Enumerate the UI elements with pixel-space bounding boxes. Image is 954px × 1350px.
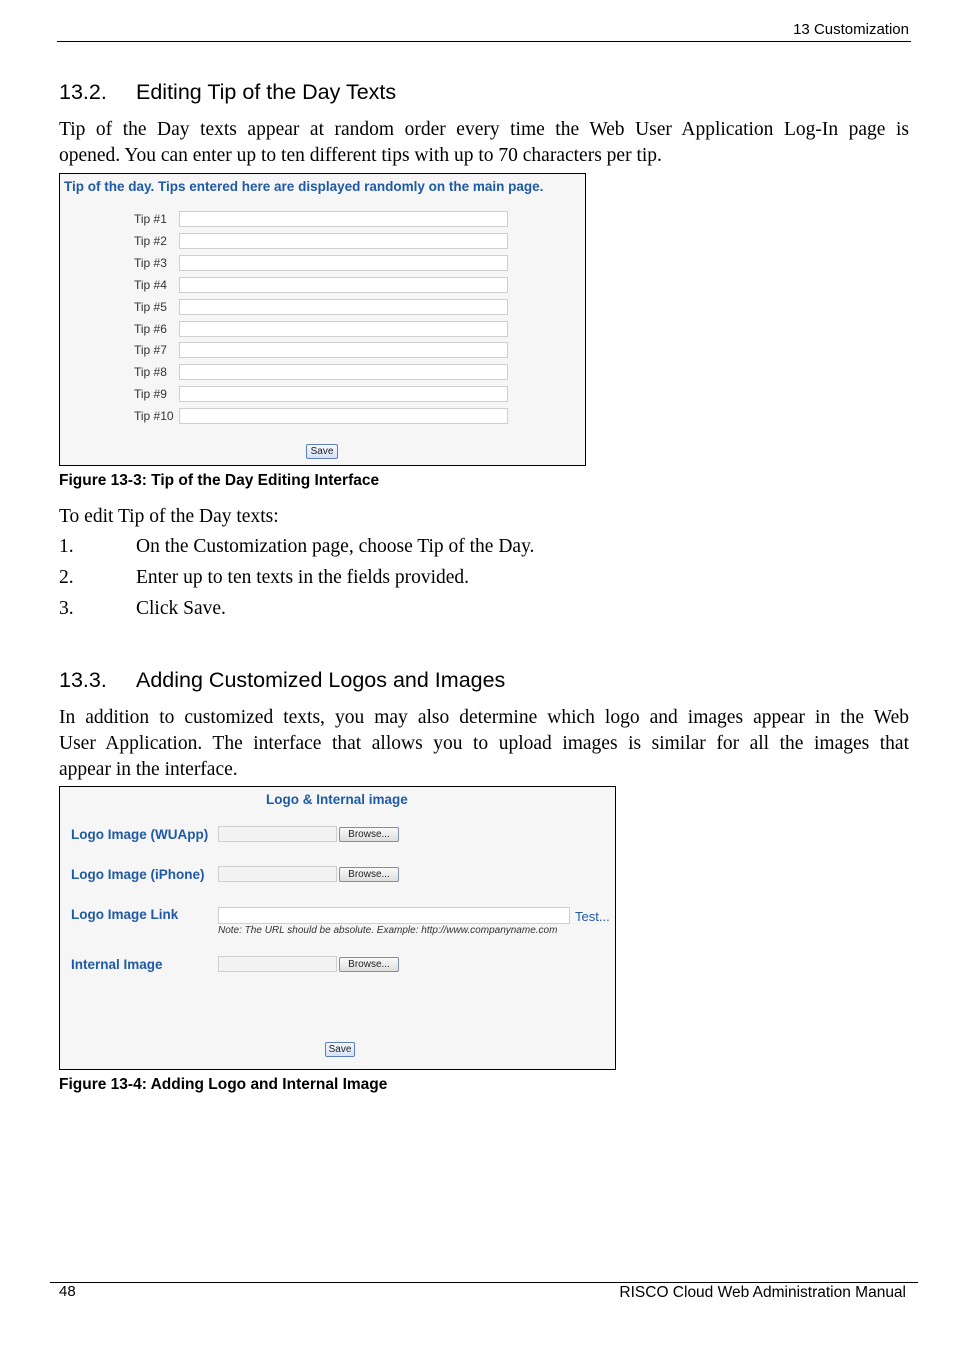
tip-label: Tip #3 xyxy=(134,256,167,270)
tip-label: Tip #8 xyxy=(134,365,167,379)
footer-rule xyxy=(50,1282,918,1283)
tip-of-the-day-figure xyxy=(59,173,586,466)
tip-input-5[interactable] xyxy=(179,299,508,315)
tip-input-10[interactable] xyxy=(179,408,508,424)
section-number: 13.2. xyxy=(59,80,107,104)
instructions-intro: To edit Tip of the Day texts: xyxy=(59,506,279,527)
logo-iphone-label: Logo Image (iPhone) xyxy=(71,867,205,882)
para-line: Tip of the Day texts appear at random order every time the Web User Application Log-In page is xyxy=(59,119,909,140)
step-text: Click Save. xyxy=(136,598,226,619)
tip-input-9[interactable] xyxy=(179,386,508,402)
tip-input-3[interactable] xyxy=(179,255,508,271)
tip-input-8[interactable] xyxy=(179,364,508,380)
tip-label: Tip #5 xyxy=(134,300,167,314)
tip-input-4[interactable] xyxy=(179,277,508,293)
step-item xyxy=(59,536,759,562)
browse-button[interactable]: Browse... xyxy=(339,827,399,842)
logo-iphone-file-input[interactable] xyxy=(218,866,337,882)
tip-label: Tip #4 xyxy=(134,278,167,292)
logo-link-url-input[interactable] xyxy=(218,907,570,924)
logo-wuapp-label: Logo Image (WUApp) xyxy=(71,827,209,842)
tip-label: Tip #6 xyxy=(134,322,167,336)
section-title: Adding Customized Logos and Images xyxy=(136,668,506,692)
section-number: 13.3. xyxy=(59,668,107,692)
step-item xyxy=(59,567,759,593)
logo-link-label: Logo Image Link xyxy=(71,907,179,922)
figure-panel-title: Logo & Internal image xyxy=(266,792,408,807)
step-text: On the Customization page, choose Tip of the Day. xyxy=(136,536,535,557)
url-note: Note: The URL should be absolute. Example: http://www.companyname.com xyxy=(218,925,558,936)
para-line: appear in the interface. xyxy=(59,759,238,780)
save-button[interactable]: Save xyxy=(325,1042,355,1057)
tip-input-1[interactable] xyxy=(179,211,508,227)
test-link[interactable]: Test... xyxy=(575,909,610,924)
section2-paragraph xyxy=(59,705,909,783)
tip-input-2[interactable] xyxy=(179,233,508,249)
figure-caption: Figure 13-4: Adding Logo and Internal Image xyxy=(59,1076,388,1093)
step-number: 1. xyxy=(59,536,74,557)
tip-label: Tip #10 xyxy=(134,409,174,423)
figure-caption: Figure 13-3: Tip of the Day Editing Interface xyxy=(59,472,380,489)
section-title: Editing Tip of the Day Texts xyxy=(136,80,397,104)
manual-title: RISCO Cloud Web Administration Manual xyxy=(619,1284,906,1301)
step-number: 2. xyxy=(59,567,74,588)
para-line: opened. You can enter up to ten different tips with up to 70 characters per tip. xyxy=(59,145,662,166)
step-number: 3. xyxy=(59,598,74,619)
tip-input-6[interactable] xyxy=(179,321,508,337)
tip-input-7[interactable] xyxy=(179,342,508,358)
tip-label: Tip #1 xyxy=(134,212,167,226)
logo-internal-image-figure xyxy=(59,786,616,1070)
step-text: Enter up to ten texts in the fields provided. xyxy=(136,567,470,588)
internal-image-label: Internal Image xyxy=(71,957,163,972)
header-rule xyxy=(57,41,911,42)
para-line: User Application. The interface that allows you to upload images is similar for all the images that xyxy=(59,733,909,754)
tip-label: Tip #9 xyxy=(134,387,167,401)
tips-header: Tip of the day. Tips entered here are displayed randomly on the main page. xyxy=(64,179,544,194)
logo-wuapp-file-input[interactable] xyxy=(218,826,337,842)
browse-button[interactable]: Browse... xyxy=(339,867,399,882)
browse-button[interactable]: Browse... xyxy=(339,957,399,972)
tip-label: Tip #7 xyxy=(134,343,167,357)
tip-label: Tip #2 xyxy=(134,234,167,248)
para-line: In addition to customized texts, you may also determine which logo and images appear in the Web xyxy=(59,707,909,728)
running-header: 13 Customization xyxy=(793,21,909,38)
section1-paragraph xyxy=(59,117,909,169)
internal-image-file-input[interactable] xyxy=(218,956,337,972)
step-item xyxy=(59,598,759,624)
save-button[interactable]: Save xyxy=(306,444,338,459)
page-number: 48 xyxy=(59,1283,76,1300)
section-heading-13-2 xyxy=(59,80,659,108)
section-heading-13-3 xyxy=(59,668,759,696)
